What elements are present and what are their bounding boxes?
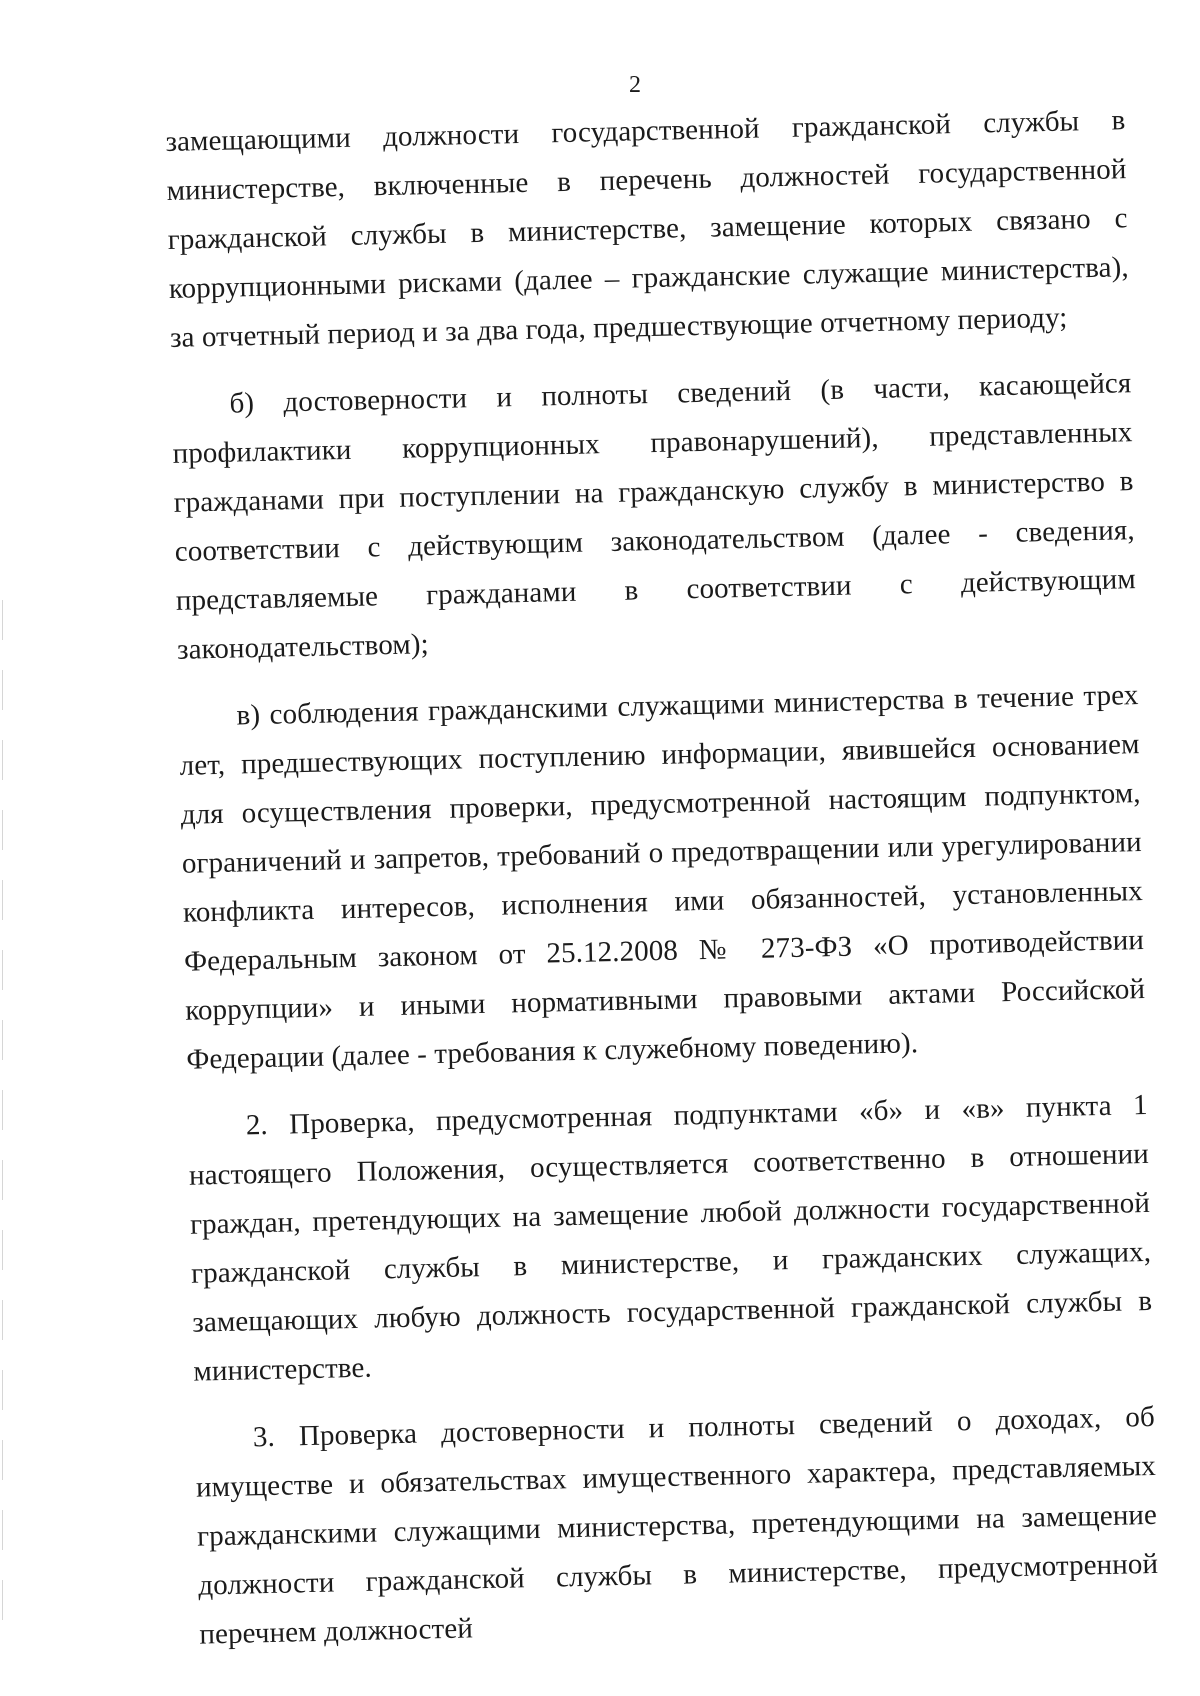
scan-edge-mark — [2, 600, 3, 1650]
page-number: 2 — [629, 72, 641, 98]
paragraph-subpoint-b: б) достоверности и полноты сведений (в части, касающейся профилактики коррупционных правонарушений), представленных гражданами при поступлении на гражданскую службу в министерство в соответствии с действующим законодательством (далее - сведения, представляемые гражданами в соответствии с действующим законодательством); — [172, 367, 1137, 666]
document-body — [165, 96, 1160, 1677]
paragraph-item-2: 2. Проверка, предусмотренная подпунктами «б» и «в» пункта 1 настоящего Положения, осуществляется соответственно в отношении граждан, претендующих на замещение любой должности государственной гражданской службы в министерстве, и гражданских служащих, замещающих любую должность государственной гражданской службы в министерстве. — [188, 1088, 1153, 1388]
paragraph-continuation: замещающими должности государственной гражданской службы в министерстве, включенные в перечень должностей государственной гражданской службы в министерстве, замещение которых связано с коррупционными рисками (далее – гражданские служащие министерства), за отчетный период и за два года, предшествующие отчетному периоду; — [165, 104, 1129, 354]
paragraph-subpoint-v: в) соблюдения гражданскими служащими министерства в течение трех лет, предшествующих поступлению информации, явившейся основанием для осуществления проверки, предусмотренной настоящим подпунктом, ограничений и запретов, требований о предотвращении или урегулировании конфликта интересов, исполнения ими обязанностей, установленных Федеральным законом от 25.12.2008 № 273-ФЗ «О противодействии коррупции» и иными нормативными правовыми актами Российской Федерации (далее - требования к служебному поведению). — [179, 679, 1146, 1076]
paragraph-item-3: 3. Проверка достоверности и полноты сведений о доходах, об имуществе и обязательствах имущественного характера, представляемых гражданскими служащими министерства, претендующими на замещение должности гражданской службы в министерстве, предусмотренной перечнем должностей — [195, 1400, 1159, 1651]
